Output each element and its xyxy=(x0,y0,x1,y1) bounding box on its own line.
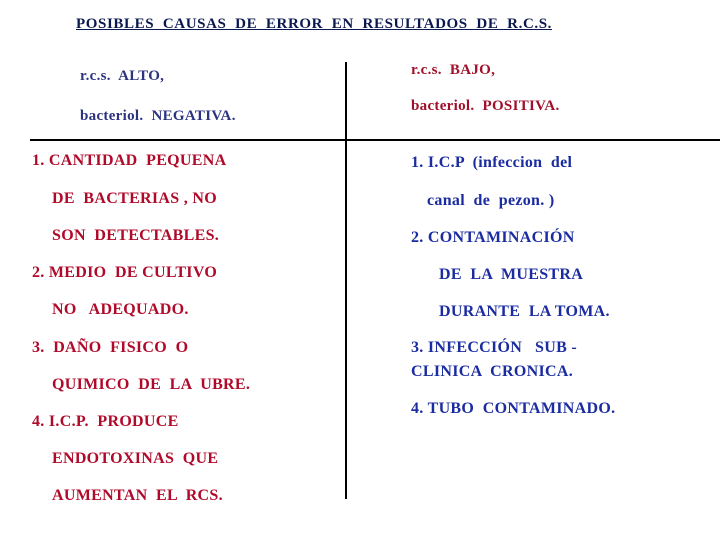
left-header-line-2: bacteriol. NEGATIVA. xyxy=(80,108,236,124)
left-list-item: NO ADEQUADO. xyxy=(52,301,189,318)
page-title: POSIBLES CAUSAS DE ERROR EN RESULTADOS DE R.C.S. xyxy=(76,16,553,32)
right-list-item: DURANTE LA TOMA. xyxy=(439,303,610,320)
left-list-item: DE BACTERIAS , NO xyxy=(52,190,217,207)
right-header-line-2: bacteriol. POSITIVA. xyxy=(411,98,560,114)
left-list-item: 2. MEDIO DE CULTIVO xyxy=(32,264,218,281)
right-list-item: 4. TUBO CONTAMINADO. xyxy=(411,400,616,417)
column-divider xyxy=(345,62,347,499)
right-list-item: 2. CONTAMINACIÓN xyxy=(411,229,575,246)
right-list-item: 3. INFECCIÓN SUB - xyxy=(411,339,578,356)
left-list-item: 1. CANTIDAD PEQUENA xyxy=(32,152,227,169)
left-list-item: QUIMICO DE LA UBRE. xyxy=(52,376,251,393)
right-list-item: canal de pezon. ) xyxy=(427,192,555,209)
left-list-item: SON DETECTABLES. xyxy=(52,227,220,244)
right-list-item: DE LA MUESTRA xyxy=(439,266,584,283)
left-list-item: ENDOTOXINAS QUE xyxy=(52,450,219,467)
left-header-line-1: r.c.s. ALTO, xyxy=(80,68,165,84)
header-divider xyxy=(30,139,720,141)
left-list-item: 4. I.C.P. PRODUCE xyxy=(32,413,179,430)
left-list-item: 3. DAÑO FISICO O xyxy=(32,339,189,356)
right-list-item: 1. I.C.P (infeccion del xyxy=(411,154,573,171)
right-list-item: CLINICA CRONICA. xyxy=(411,363,574,380)
left-list-item: AUMENTAN EL RCS. xyxy=(52,487,223,504)
right-header-line-1: r.c.s. BAJO, xyxy=(411,62,496,78)
